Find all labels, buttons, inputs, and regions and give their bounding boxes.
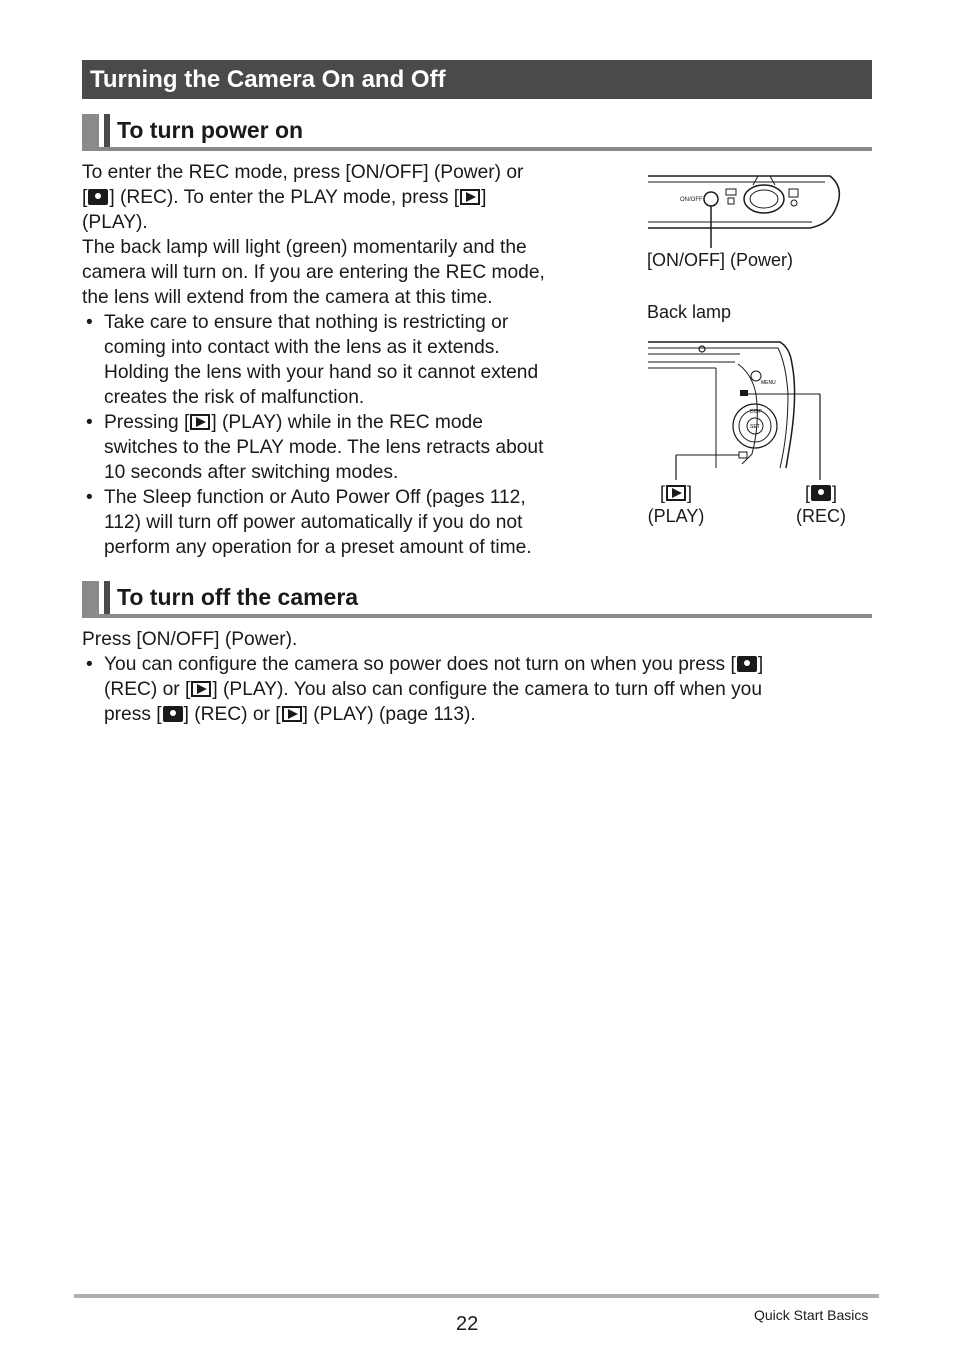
menu-text: MENU	[761, 380, 776, 386]
text-segment: ]	[687, 483, 693, 503]
text-segment: (REC) or [	[104, 679, 191, 700]
bullet-dot: •	[86, 312, 93, 333]
heading-power-on	[82, 114, 872, 151]
bullet-line: 112) will turn off power automatically if you do not	[104, 512, 523, 533]
heading-marker	[104, 581, 110, 614]
intro-line: To enter the REC mode, press [ON/OFF] (Power) or	[82, 162, 524, 183]
on-off-power-label: [ON/OFF] (Power)	[647, 250, 794, 270]
back-lamp-label: Back lamp	[647, 302, 732, 322]
text-segment: ]	[481, 187, 487, 208]
camera-back-view	[640, 334, 840, 484]
on-off-text: ON/OFF	[680, 197, 703, 203]
footer-section-name: Quick Start Basics	[754, 1307, 869, 1323]
bullet-dot: •	[86, 654, 93, 675]
intro-line: camera will turn on. If you are entering the REC mode,	[82, 262, 545, 283]
set-text: SET	[750, 424, 760, 430]
camera-icon	[811, 485, 831, 501]
play-icon	[191, 681, 211, 697]
bullet-line	[86, 410, 483, 435]
bullet-line: creates the risk of malfunction.	[104, 387, 365, 408]
heading-marker	[82, 114, 99, 147]
bullet-line	[86, 310, 509, 335]
heading-power-off	[82, 581, 872, 618]
text-segment: [	[659, 483, 665, 503]
bullet-line	[104, 677, 762, 702]
bullet-line: 10 seconds after switching modes.	[104, 462, 399, 483]
text-segment: Pressing [	[104, 412, 190, 433]
bullet-line	[104, 702, 476, 727]
bullet-text	[104, 654, 763, 675]
bullet-line	[86, 485, 526, 510]
text-segment: You can configure the camera so power does not turn on when you press [	[104, 654, 736, 675]
text-segment: ]	[832, 483, 838, 503]
text-segment: press [	[104, 704, 162, 725]
bullet-text: Take care to ensure that nothing is restricting or	[104, 312, 509, 333]
bullet-line: switches to the PLAY mode. The lens retracts about	[104, 437, 544, 458]
text-segment: ] (REC). To enter the PLAY mode, press [	[109, 187, 460, 208]
bullet-text	[104, 704, 476, 725]
heading-text: To turn power on	[117, 117, 304, 143]
bullet-text	[104, 412, 483, 433]
play-label-bracket	[640, 482, 712, 504]
camera-icon	[163, 706, 183, 722]
bullet-text	[104, 679, 762, 700]
bullet-line	[86, 652, 764, 677]
text-segment: [	[82, 187, 88, 208]
power-off-intro: Press [ON/OFF] (Power).	[82, 629, 298, 650]
disp-text: DISP	[750, 409, 762, 415]
text-segment: ] (PLAY) (page 113).	[302, 704, 476, 725]
bullet-line: coming into contact with the lens as it extends.	[104, 337, 500, 358]
camera-icon	[737, 656, 757, 672]
text-segment: ] (PLAY). You also can configure the camera to turn off when you	[212, 679, 763, 700]
intro-line: (PLAY).	[82, 212, 148, 233]
text-segment: ]	[757, 654, 764, 675]
heading-marker	[104, 114, 110, 147]
play-icon	[190, 414, 210, 430]
rec-label-bracket	[785, 482, 857, 504]
intro-line: The back lamp will light (green) momentarily and the	[82, 237, 527, 258]
camera-top-view	[640, 168, 850, 250]
intro-line	[82, 185, 486, 210]
play-label: (PLAY)	[647, 506, 705, 526]
rec-label: (REC)	[796, 506, 846, 526]
play-icon	[282, 706, 302, 722]
heading-text: To turn off the camera	[117, 584, 359, 610]
section-title: Turning the Camera On and Off	[82, 60, 872, 99]
bullet-line: Holding the lens with your hand so it cannot extend	[104, 362, 539, 383]
play-icon	[460, 189, 480, 205]
intro-line: the lens will extend from the camera at this time.	[82, 287, 493, 308]
footer-rule	[74, 1294, 879, 1298]
bullet-dot: •	[86, 487, 93, 508]
heading-marker	[82, 581, 99, 614]
page-number: 22	[456, 1313, 479, 1335]
bullet-dot: •	[86, 412, 93, 433]
text-segment: ] (REC) or [	[183, 704, 281, 725]
text-segment: ] (PLAY) while in the REC mode	[211, 412, 483, 433]
camera-icon	[88, 189, 108, 205]
bullet-line: perform any operation for a preset amount of time.	[104, 537, 532, 558]
bullet-text: The Sleep function or Auto Power Off (pages 112,	[104, 487, 526, 508]
text-segment: [	[804, 483, 810, 503]
play-icon	[666, 485, 686, 501]
